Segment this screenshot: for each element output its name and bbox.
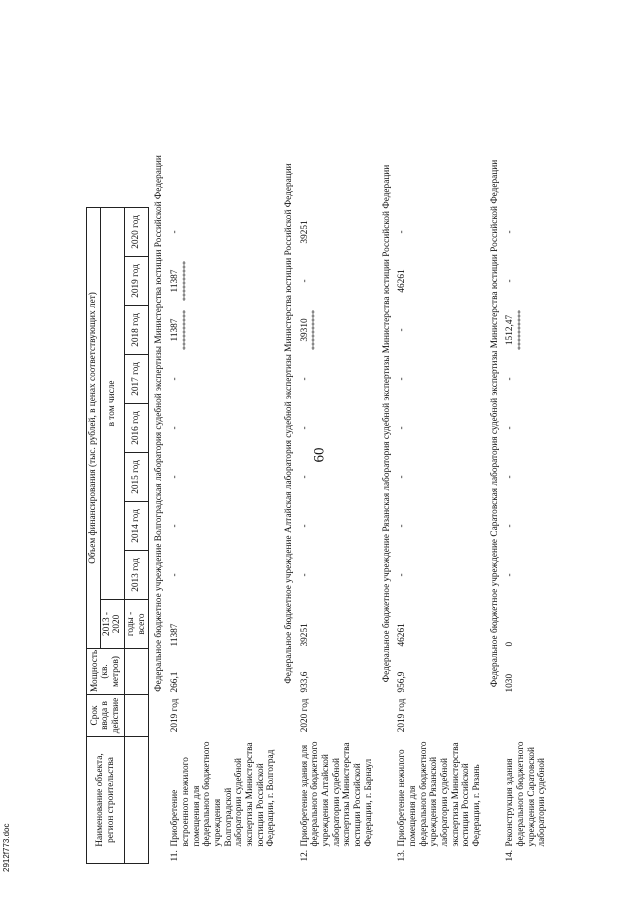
- total-value: 39251: [299, 623, 310, 647]
- total-value: 0: [505, 641, 516, 647]
- commission-term: 2019 год: [397, 698, 408, 733]
- year-value-text: -: [170, 475, 181, 479]
- capacity-value: 266,1: [170, 671, 181, 693]
- year-value-3: [168, 403, 279, 452]
- year-value-text: -: [505, 524, 516, 528]
- year-value-text: -: [397, 377, 408, 381]
- year-value-6: [298, 256, 377, 305]
- header-year-2020: 2020 год: [125, 207, 149, 256]
- footer-filename: 2912f773.doc: [2, 823, 11, 872]
- year-value-text: -: [299, 377, 310, 381]
- object-name: Приобретение нежилого помещения для федерального бюджетного учреждения Рязанской лаборатории судебной экспертизы Министерства юстиции Российской Федерации, г. Рязань: [397, 741, 482, 847]
- year-value-text: -: [397, 573, 408, 577]
- year-value-text: -: [505, 279, 516, 283]
- year-value-text: -: [397, 426, 408, 430]
- year-value-text: -: [505, 573, 516, 577]
- header-capacity: Мощность (кв. метров): [87, 648, 125, 694]
- year-value-text: -: [170, 230, 181, 234]
- year-value-text: -: [505, 426, 516, 430]
- year-value-text: 39251: [299, 220, 310, 244]
- stars-mark: **********: [180, 260, 190, 301]
- table-row: [168, 0, 279, 864]
- object-name: Приобретение встроенного нежилого помещения для федерального бюджетного учреждения Волгоградской лаборатории судебной экспертизы Министерства юстиции Российской Федерации, г. Волгоград: [170, 741, 277, 847]
- group-title: Федеральное бюджетное учреждение Алтайская лаборатория судебной экспертизы Министерства юстиции Российской Федерации: [284, 163, 294, 684]
- rotated-table-sheet: [86, 14, 604, 864]
- year-value-0: [298, 550, 377, 599]
- table-row: [395, 0, 485, 864]
- year-value-text: -: [299, 524, 310, 528]
- year-value-0: [168, 550, 279, 599]
- year-value-4: [395, 354, 485, 403]
- year-value-3: [298, 403, 377, 452]
- year-value-1: [168, 501, 279, 550]
- year-value-1: [395, 501, 485, 550]
- year-value-7: [298, 207, 377, 256]
- year-value-text: -: [397, 328, 408, 332]
- year-value-text: -: [299, 426, 310, 430]
- year-value-5: [298, 305, 377, 354]
- year-value-6: [503, 256, 550, 305]
- year-value-text: -: [397, 475, 408, 479]
- capacity-value: 933,6: [299, 671, 310, 693]
- year-value-text: -: [299, 279, 310, 283]
- year-value-text: 46261: [397, 269, 408, 293]
- header-year-2013: 2013 год: [125, 550, 149, 599]
- year-value-text: -: [299, 573, 310, 577]
- header-year-2019: 2019 год: [125, 256, 149, 305]
- year-value-0: [503, 550, 550, 599]
- commission-term: 2019 год: [170, 698, 181, 733]
- year-value-text: -: [170, 524, 181, 528]
- header-name: Наименование объекта, регион строительства: [87, 736, 125, 863]
- year-value-4: [168, 354, 279, 403]
- header-year-2018: 2018 год: [125, 305, 149, 354]
- group-title: Федеральное бюджетное учреждение Саратовская лаборатория судебной экспертизы Министерства юстиции Российской Федерации: [489, 159, 500, 688]
- year-value-text: 39310: [299, 318, 310, 342]
- year-value-0: [395, 550, 485, 599]
- object-name: Реконструкция здания федерального бюджетного учреждения Саратовской лаборатории судебной: [505, 741, 548, 847]
- header-total-bottom: годы - всего: [125, 599, 149, 648]
- year-value-text: -: [170, 573, 181, 577]
- total-value: 11387: [170, 623, 181, 647]
- header-term: Срок ввода в действие: [87, 694, 125, 736]
- page-number: 60: [311, 447, 328, 463]
- year-value-5: [395, 305, 485, 354]
- group-title: Федеральное бюджетное учреждение Рязанская лаборатория судебной экспертизы Министерства юстиции Российской Федерации: [381, 164, 392, 683]
- capacity-value: 956,9: [397, 671, 408, 693]
- year-value-text: -: [170, 426, 181, 430]
- table-row: [298, 0, 377, 864]
- header-total-top: 2013 - 2020: [100, 599, 124, 648]
- total-value: 46261: [397, 623, 408, 647]
- commission-term: [503, 694, 550, 736]
- header-year-2016: 2016 год: [125, 403, 149, 452]
- year-value-text: -: [505, 377, 516, 381]
- year-value-1: [298, 501, 377, 550]
- table-body: [149, 0, 550, 864]
- year-value-6: [168, 256, 279, 305]
- year-value-6: [395, 256, 485, 305]
- year-value-2: [395, 452, 485, 501]
- year-value-7: [503, 207, 550, 256]
- stars-mark: **********: [180, 309, 190, 350]
- object-name: Приобретение здания для федерального бюджетного учреждения Алтайской лаборатории судебной экспертизы Министерства юстиции Российской Федерации, г. Барнаул: [299, 741, 374, 847]
- year-value-text: -: [397, 230, 408, 234]
- commission-term: 2020 год: [299, 698, 310, 733]
- year-value-text: -: [397, 524, 408, 528]
- header-year-2014: 2014 год: [125, 501, 149, 550]
- year-value-text: 11387: [170, 269, 181, 293]
- year-value-text: -: [505, 230, 516, 234]
- year-value-text: -: [505, 475, 516, 479]
- header-year-2017: 2017 год: [125, 354, 149, 403]
- header-including: в том числе: [100, 207, 124, 599]
- group-title: Федеральное бюджетное учреждение Волгоградская лаборатория судебной экспертизы Министерства юстиции Российской Федерации: [154, 155, 165, 692]
- stars-mark: **********: [310, 309, 320, 350]
- year-value-3: [395, 403, 485, 452]
- row-number: 13.: [397, 849, 408, 862]
- table-row: [503, 0, 550, 864]
- row-number: 11.: [170, 850, 181, 862]
- year-value-text: 1512,47: [505, 314, 516, 346]
- year-value-3: [503, 403, 550, 452]
- year-value-7: [395, 207, 485, 256]
- year-value-text: 11387: [170, 318, 181, 342]
- header-year-2015: 2015 год: [125, 452, 149, 501]
- year-value-text: -: [299, 475, 310, 479]
- financing-table: [86, 0, 550, 864]
- capacity-value: 1030: [505, 673, 516, 693]
- row-number: 12.: [299, 849, 310, 862]
- year-value-text: -: [170, 377, 181, 381]
- year-value-2: [298, 452, 377, 501]
- year-value-1: [503, 501, 550, 550]
- year-value-2: [168, 452, 279, 501]
- year-value-4: [298, 354, 377, 403]
- stars-mark: **********: [516, 309, 526, 350]
- header-financing: Объем финансирования (тыс. рублей, в ценах соответствующих лет): [87, 207, 101, 648]
- year-value-4: [503, 354, 550, 403]
- row-number: 14.: [505, 849, 516, 862]
- year-value-5: [503, 305, 550, 354]
- year-value-2: [503, 452, 550, 501]
- year-value-5: [168, 305, 279, 354]
- year-value-7: [168, 207, 279, 256]
